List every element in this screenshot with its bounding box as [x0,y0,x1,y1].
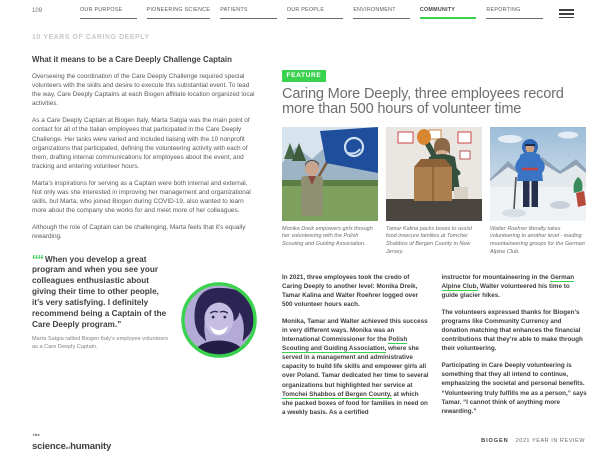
packing-boxes-image [386,127,482,221]
footer-right [481,438,585,444]
text-segment: Walter volunteered his time to guide glacier hikes. [441,282,570,299]
menu-icon[interactable] [559,7,574,21]
quote-caption: Marta Satgia rallied Biogen Italy’s employee volunteers as a Care Deeply Captain. [32,335,169,350]
feature-paragraph: In 2021, three employees took the credo of Caring Deeply to another level: Monika Dreik, Tamar Kalina and Walter Roehrer logged over 500 volunteer hours each. [282,273,419,308]
feature-body [282,273,588,417]
feature-column-2 [442,273,589,417]
text-segment: instructor for mountaineering in the [441,273,551,281]
top-nav [32,7,574,21]
article-paragraph: Marta’s inspirations for serving as a Captain were both internal and external. Not only was she interested in improving her management and organizational skills, but Marta, who joined Biogen during COVID-19, also wanted to learn more about the company she works for and meet more of her colleagues. [32,179,251,215]
photo-row [282,127,588,221]
nav-item-patients[interactable]: PATIENTS [220,7,277,19]
logo-science: science [32,441,66,453]
inline-link[interactable]: German Alpine Club, [441,273,575,290]
feature-headline: Caring More Deeply, three employees record more than 500 hours of volunteer time [282,86,564,118]
text-segment: where she served in a management and administrative capacity to build life skills and empower girls all over Poland. Tamar dedicated her time to several organizations but highlighted her service at [282,345,429,389]
nav-items [80,7,543,19]
photo-caption: Tamar Kalina packs boxes to assist food insecure families at Tomchei Shabbos of Bergen County in New Jersey. [386,225,473,256]
nav-item-our-people[interactable]: OUR PEOPLE [287,7,344,19]
logo-humanity: humanity [70,441,112,453]
quote-icon: ““ [32,251,43,267]
feature-badge: FEATURE [282,70,326,82]
marta-portrait-image [180,281,258,359]
section-kicker: 10 YEARS OF CARING DEEPLY [32,34,150,41]
feature-section [282,64,588,417]
article-heading: What it means to be a Care Deeply Challenge Captain [32,55,232,64]
footer-brand: BIOGEN [481,438,509,444]
quote-text: When you develop a great program and when you see your colleagues enthusiastic about giving their time to other people, it’s very satisfying. I definitely recommend being a Captain of the Care Deeply program.” [32,254,167,329]
feature-paragraph [442,273,589,300]
nav-item-environment[interactable]: ENVIRONMENT [353,7,410,19]
page-number: 109 [32,8,43,14]
feature-paragraph [282,317,429,417]
article-paragraph: Although the role of Captain can be challenging, Marta feels that it’s equally rewarding. [32,224,246,241]
nav-item-our-purpose[interactable]: OUR PURPOSE [80,7,137,19]
article-paragraph: Overseeing the coordination of the Care Deeply Challenge required special volunteers with the skills and desire to execute this substantial event. To lead the way, Care Deeply Captains at each Biogen affiliate location organized local activities. [32,73,255,108]
photo-tamar-foodbank [386,127,482,221]
text-segment: Monika, Tamar and Walter achieved this success in very different ways. Monika was an International Commissioner for the [282,318,428,344]
avatar [180,281,258,359]
scout-flag-image [282,127,378,221]
footer-text: 2021 YEAR IN REVIEW [515,438,585,444]
science-humanity-logo [32,433,111,453]
nav-item-community[interactable]: COMMUNITY [420,7,477,19]
mountaineer-image [490,127,586,221]
feature-paragraph: The volunteers expressed thanks for Biogen’s programs like Community Currency and donation matching that enhances the financial contributions that they’re able to make through their volunteering. [441,309,583,353]
feature-paragraph: Participating in Care Deeply volunteering is something that they all intend to continue, emphasizing the societal and personal benefits. “Volunteering truly fulfills me as a person,” says Tamar. “I cannot think of anything more rewarding.” [441,362,587,415]
photo-caption: Monika Dreik empowers girls through her volunteering with the Polish Scouting and Guiding Association. [282,225,373,248]
logo-the: the [33,432,41,437]
quote-block [32,251,258,352]
caption-row [282,226,588,257]
photo-caption: Walter Roehrer literally takes volunteering to another level - leading mountaineering groups for the German Alpine Club. [490,225,585,256]
photo-walter-mountaineering [490,127,586,221]
logo-of: of [65,445,71,451]
nav-item-pioneering-science[interactable]: PIONEERING SCIENCE [147,7,211,19]
text-segment: at which she packed boxes of food for families in need on a weekly basis. As a certified [282,390,428,416]
inline-link[interactable]: Polish Scouting and Guiding Association, [282,336,408,353]
feature-column-1 [282,273,429,417]
inline-link[interactable]: Tomchei Shabbos of Bergen County, [282,390,392,398]
left-article [32,34,258,363]
article-paragraph: As a Care Deeply Captain at Biogen Italy, Marta Satgia was the main point of contact for all of the Italian employees that participated in the Care Deeply Challenge. Her tasks were varied and included liaising with the 10 nonprofit organizations that participated, defining the volunteering activity with each of them, drafting internal communications for employees about the event, and tracking and entering volunteer hours. [32,117,250,170]
nav-item-reporting[interactable]: REPORTING [486,7,543,19]
photo-monika-scouting [282,127,378,221]
